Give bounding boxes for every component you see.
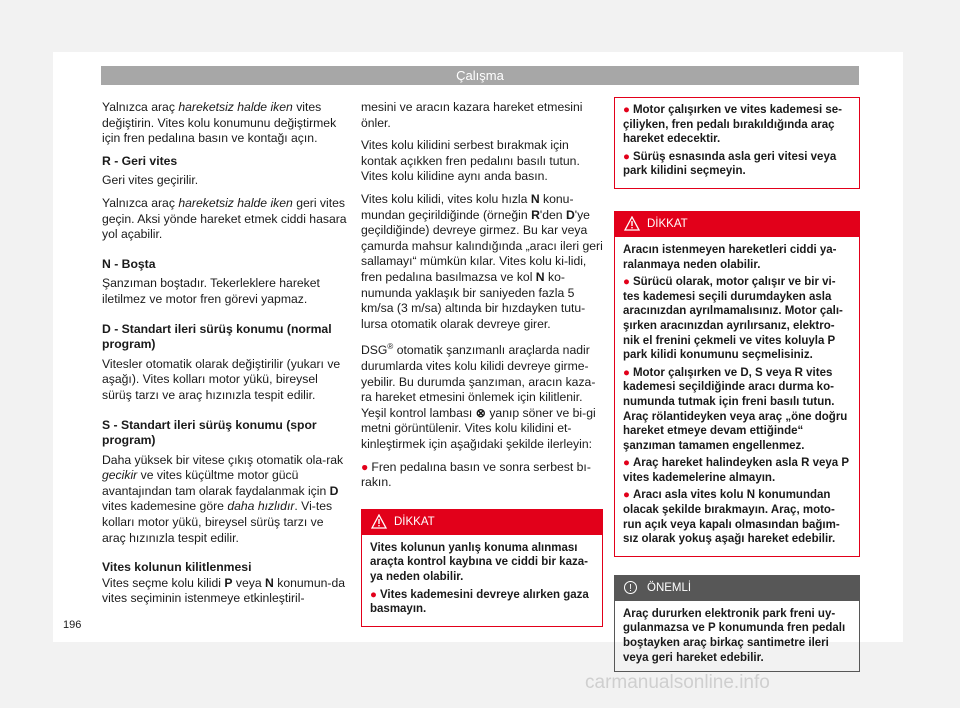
c2-paragraph-1: mesini ve aracın kazara hareket etmesini önler. — [361, 100, 583, 130]
drive-heading: D - Standart ileri sürüş konumu (normal program) — [102, 321, 332, 352]
warning-box-1 — [361, 509, 603, 627]
control-lamp-icon: ⊗ — [475, 405, 486, 420]
warning-continuation-box: ● Motor çalışırken ve vites kademesi se-çiliyken, fren pedalı bırakıldığında araç hareket edecektir. ● Sürüş esnasında asla geri vitesi veya park kilidini seçmeyin. — [614, 97, 860, 189]
sport-heading: S - Standart ileri sürüş konumu (spor program) — [102, 417, 317, 448]
d-gear-glyph: D — [102, 321, 111, 336]
notice-header: ! ÖNEMLİ — [615, 576, 859, 601]
warning-body: Vites kolunun yanlış konuma alınması araçta kontrol kaybına ve ciddi bir kaza-ya neden olabilir. ● Vites kademesini devreye alırken gaza basmayın. — [370, 541, 589, 616]
warning-icon — [624, 216, 640, 241]
notice-body: Araç dururken elektronik park freni uy-gulanmazsa ve P konumunda fren pedalı boştayken araç birkaç santimetre ileri veya geri hareket edebilir. — [623, 607, 846, 664]
warning-icon — [371, 514, 387, 539]
column-2 — [361, 100, 603, 641]
column-3 — [614, 97, 860, 672]
watermark: carmanualsonline.info — [585, 672, 770, 693]
warning-body: Aracın istenmeyen hareketleri ciddi ya-ralanmaya neden olabilir. ● Sürücü olarak, motor çalışır ve bir vi-tes kademesi seçili durumdayken asla aracınızdan ayrılmamalısınız. Motor çalı-şırken aracınızdan ayrılırsanız, elektro-nik el frenini çekmeli ve vites koluyla P park kilidi konumunu seçmelisiniz. ● Motor çalışırken ve D, S veya R vites kademesi seçildiğinde aracı durma ko-numunda tutmak için freni basılı tutun. Araç rölantideyken veya araç „öne doğru hareket etmeye devam ettiğinde“ şanzıman tamamen engellenmez. ● Araç hareket halindeyken asla R veya P vites kademelerine almayın. ● Aracı asla vites kolu N konumundan olacak şekilde bırakmayın. Araç, moto-run açık veya kapalı olmasından bağım-sız olarak yokuş aşağı hareket edebilir. — [623, 243, 849, 546]
neutral-text: Şanzıman boştadır. Tekerleklere hareket iletilmez ve motor fren görevi yapmaz. — [102, 276, 320, 306]
warning-box-2 — [614, 211, 860, 557]
notice-box — [614, 575, 860, 672]
reverse-text-1: Geri vites geçirilir. — [102, 173, 199, 188]
section-header: Çalışma — [101, 66, 859, 85]
bullet-icon: ● — [361, 459, 369, 474]
c2-paragraph-4: DSG® otomatik şanzımanlı araçlarda nadir durumlarda vites kolu kilidi devreye girme-yebilir. Bu durumda şanzıman, aracın kaza-ra hareket etmesini önlemek için kilitlenir. Yeşil kontrol lambası ⊗ yanıp söner ve bi-gi metni görüntülenir. Vites kolu kilidini et-kinleştirmek için aşağıdaki şekilde ilerleyin: — [361, 342, 596, 451]
reverse-text-2: Yalnızca araç hareketsiz halde iken geri vites geçin. Aksi yönde hareket etmek ciddi hasara yol açabilir. — [102, 195, 347, 242]
sport-text: Daha yüksek bir vitese çıkış otomatik ola-rak gecikir ve vites küçültme motor gücü avantajından tam olarak faydalanmak için D vites kademesine göre daha hızlıdır. Vi-tes kolları motor yükü, bireysel sürüş tarzı ve araç hızınızla tespit edilir. — [102, 452, 344, 545]
drive-text: Vitesler otomatik olarak değiştirilir (yukarı ve aşağı). Vites kolları motor yükü, bireysel sürüş tarzı ve araç hızınızla tespit edilir. — [102, 356, 341, 402]
intro-paragraph: Yalnızca araç hareketsiz halde iken vites değiştirin. Vites kolu konumunu değiştirmek için fren pedalına basın ve kontağı açın. — [102, 100, 337, 146]
neutral-heading: N - Boşta — [102, 256, 156, 271]
warning-header: DİKKAT — [615, 212, 859, 237]
lock-heading: Vites kolunun kilitlenmesi — [102, 560, 252, 575]
column-1 — [102, 100, 348, 614]
page-number: 196 — [63, 619, 82, 631]
warning-header: DİKKAT — [362, 510, 602, 535]
reverse-heading: R - Geri vites — [102, 153, 178, 168]
n-gear-glyph: N — [102, 256, 111, 271]
lock-text: Vites seçme kolu kilidi P veya N konumun-da vites seçiminin istenmeye etkinleştiril- — [102, 575, 345, 606]
c2-bullet: ● Fren pedalına basın ve sonra serbest bı-rakın. — [361, 459, 591, 490]
info-icon: ! — [624, 581, 637, 594]
c2-paragraph-2: Vites kolu kilidini serbest bırakmak için kontak açıkken fren pedalını basılı tutun. Vites kolu kilidine aynı anda basın. — [361, 138, 580, 184]
r-gear-glyph: R — [102, 153, 111, 168]
s-gear-glyph: S — [102, 417, 111, 432]
c2-paragraph-3: Vites kolu kilidi, vites kolu hızla N konu-mundan geçirildiğinde (örneğin R'den D'ye geçildiğinde) devreye girmez. Bu kar veya çamurda mahsur kalındığında „aracı ileri geri sallamayı“ mümkün kılar. Vites kolu ki-lidi, fren pedalına basılmazsa ve kol N ko-numunda yaklaşık bir saniyeden fazla 5 km/sa (3 m/sa) altında bir hızdayken tutu-lursa otomatik olarak devreye girer. — [361, 191, 603, 331]
